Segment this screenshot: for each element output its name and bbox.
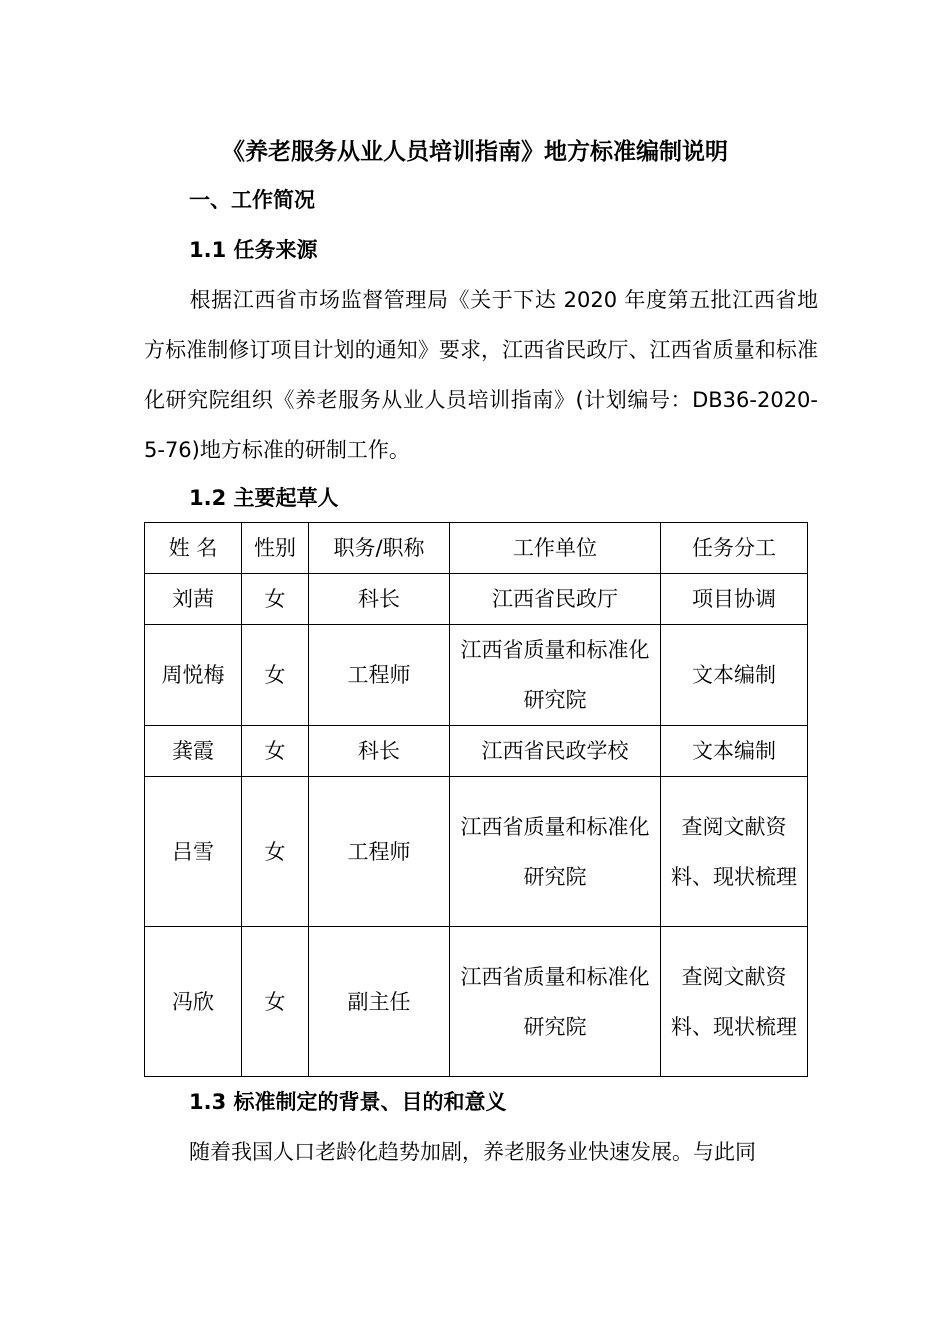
table-row — [145, 777, 808, 927]
cell-unit-text: 江西省质量和标准化研究院 — [460, 638, 650, 712]
cell-title: 副主任 — [309, 927, 450, 1077]
document-title: 《养老服务从业人员培训指南》地方标准编制说明 — [222, 139, 728, 165]
cell-unit: 江西省民政学校 — [450, 726, 661, 777]
cell-name: 吕雪 — [145, 777, 242, 927]
cell-unit: 江西省民政厅 — [450, 574, 661, 625]
table-row — [145, 625, 808, 726]
cell-name: 龚霞 — [145, 726, 242, 777]
cell-name: 周悦梅 — [145, 625, 242, 726]
header-unit: 工作单位 — [450, 523, 661, 574]
cell-task — [661, 927, 808, 1077]
cell-task — [661, 777, 808, 927]
section-heading-background: 1.3 标准制定的背景、目的和意义 — [189, 1090, 507, 1114]
cell-task-text: 查阅文献资料、现状梳理 — [671, 964, 797, 1039]
cell-task: 文本编制 — [661, 726, 808, 777]
table-row — [145, 574, 808, 625]
cell-unit-text: 江西省质量和标准化研究院 — [460, 814, 650, 889]
table-row — [145, 927, 808, 1077]
drafters-table — [144, 522, 808, 1077]
cell-name: 刘茜 — [145, 574, 242, 625]
cell-title: 工程师 — [309, 625, 450, 726]
cell-gender: 女 — [242, 927, 309, 1077]
task-source-text: 根据江西省市场监督管理局《关于下达 2020 年度第五批江西省地方标准制修订项目计划的通知》要求，江西省民政厅、江西省质量和标准化研究院组织《养老服务从业人员培训指南》(计划编号：DB36-2020-5-76)地方标准的研制工作。 — [144, 288, 818, 462]
table-header-row — [145, 523, 808, 574]
header-task: 任务分工 — [661, 523, 808, 574]
cell-unit — [450, 777, 661, 927]
cell-task-text: 查阅文献资料、现状梳理 — [671, 814, 797, 889]
cell-gender: 女 — [242, 726, 309, 777]
cell-unit — [450, 625, 661, 726]
cell-gender: 女 — [242, 574, 309, 625]
cell-name: 冯欣 — [145, 927, 242, 1077]
background-text: 随着我国人口老龄化趋势加剧，养老服务业快速发展。与此同 — [189, 1140, 756, 1164]
section-heading-work-overview: 一、工作简况 — [189, 188, 315, 212]
cell-gender: 女 — [242, 777, 309, 927]
header-gender: 性别 — [242, 523, 309, 574]
header-name: 姓 名 — [145, 523, 242, 574]
cell-task: 项目协调 — [661, 574, 808, 625]
cell-gender: 女 — [242, 625, 309, 726]
cell-title: 科长 — [309, 726, 450, 777]
cell-unit-text: 江西省质量和标准化研究院 — [460, 964, 650, 1039]
background-paragraph — [144, 1127, 818, 1177]
cell-title: 科长 — [309, 574, 450, 625]
cell-unit — [450, 927, 661, 1077]
section-heading-task-source: 1.1 任务来源 — [189, 238, 318, 262]
header-title: 职务/职称 — [309, 523, 450, 574]
table-row — [145, 726, 808, 777]
section-heading-main-drafters: 1.2 主要起草人 — [189, 486, 339, 510]
cell-title: 工程师 — [309, 777, 450, 927]
cell-task: 文本编制 — [661, 625, 808, 726]
task-source-paragraph — [144, 275, 818, 475]
